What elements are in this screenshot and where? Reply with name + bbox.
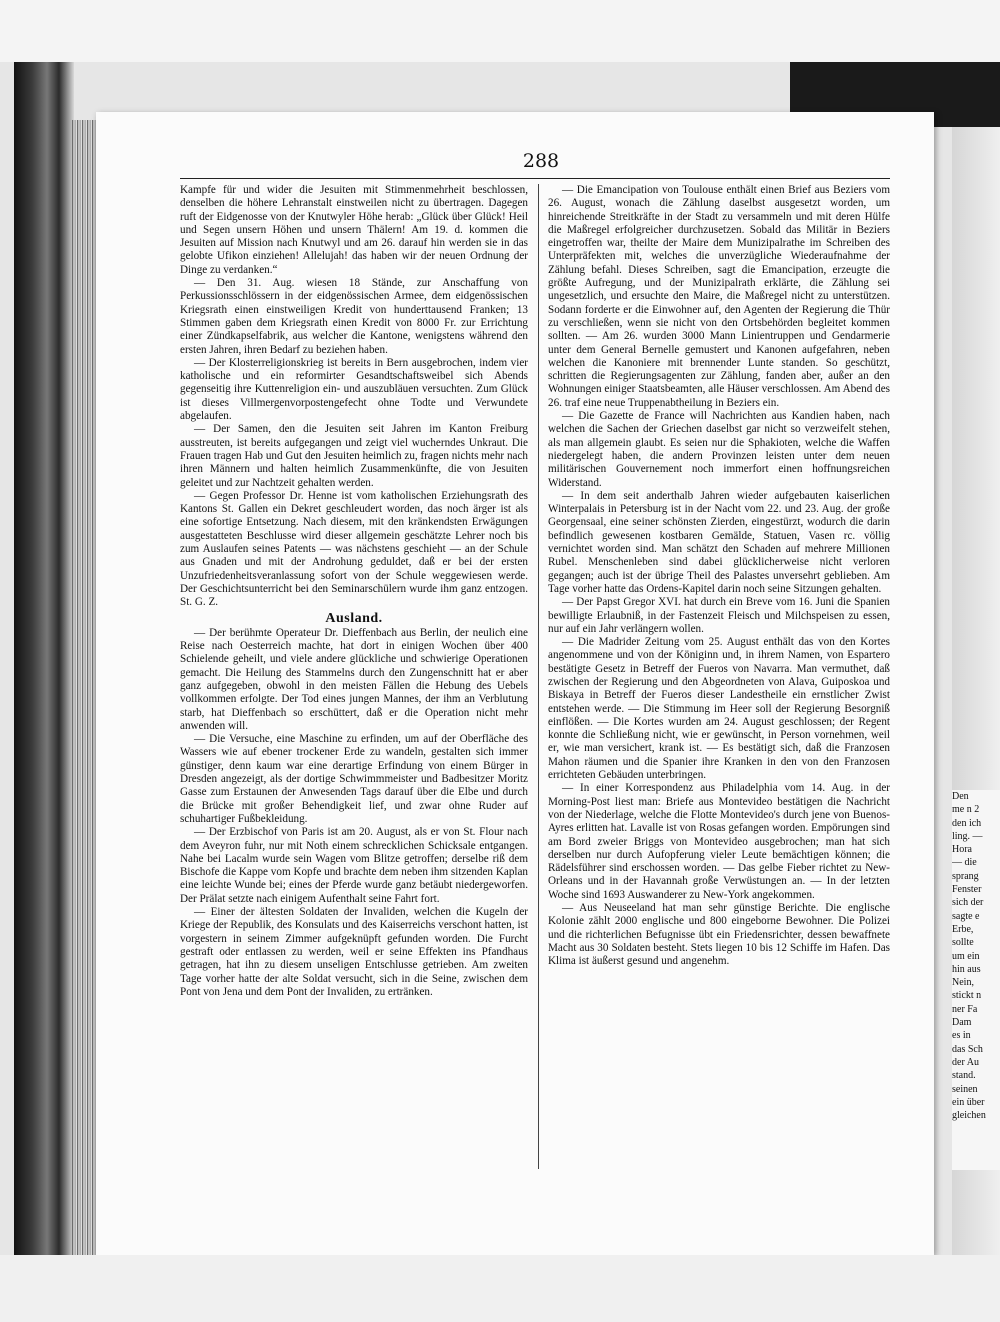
article-paragraph: — Den 31. Aug. wiesen 18 Stände, zur Anschaffung von Perkussionsschlössern in der eidgenössischen Armee, dem eidgenössischen Kriegsrath einen einstweiligen Kredit von hunderttausend Franken; 13 Stimmen gaben dem Kriegsrath einen Kredit von 8000 Fr. zur Errichtung einer Zündkapselfabrik, aus welcher die Kantone, wenigstens während den ersten Jahren, ihren Bedarf zu beziehen haben. [180, 277, 528, 356]
header-rule [180, 178, 890, 179]
article-paragraph: — Die Versuche, eine Maschine zu erfinden, um auf der Oberfläche des Wassers wie auf ebener trockener Erde zu wandeln, gestalten sich immer günstiger, denn kaum war eine derartige Erfindung von einem Bürger in Dresden angezeigt, als der dortige Schwimmmeister und Badbesitzer Moritz Gasse zum Erstaunen der Anwesenden Tags darauf über die Elbe und durch die Brücke mit großer Behendigkeit lief, und zwar ohne Ruder auf schuhartiger Fußbekleidung. [180, 733, 528, 825]
fragment-line: me n 2 [952, 804, 980, 816]
article-paragraph: — Der Erzbischof von Paris ist am 20. August, als er von St. Flour nach dem Aveyron fuhr, nur mit Noth einem schrecklichen Schicksale entgangen. Nahe bei Lacalm wurde sein Wagen vom Blitze getroffen; derselbe riß dem Bischofe die Kappe vom Kopfe und brachte dem neben ihm sitzenden Kaplan eine leichte Wunde bei; eines der Pferde wurde ganz betäubt niedergeworfen. Der Prälat setzte nach einigem Aufenthalt seine Fahrt fort. [180, 826, 528, 905]
book-spine-edge [14, 62, 74, 1255]
article-paragraph: Kampfe für und wider die Jesuiten mit Stimmenmehrheit beschlossen, denselben die höhere Lehranstalt einstweilen nicht zu übertragen. Dagegen ruft der Eidgenosse von der Knutwyler Höhe herab: „Glück über Glück! Heil und Segen unsern Höhen und unsern Thälern! Am 19. d. kommen die Jesuiten auf Mission nach Knutwyl und am 26. darauf hin werden sie in das gelobte Ufikon einziehen! Allelujah! das haben wir der neuen Ordnung der Dinge zu verdanken.“ [180, 184, 528, 276]
left-column [180, 184, 528, 1234]
article-paragraph: — Die Gazette de France will Nachrichten aus Kandien haben, nach welchen die Sachen der Griechen daselbst gar nicht so verzweifelt stehen, als man allgemein glaubt. Es seien nur die Sphakioten, welche die Waffen niedergelegt haben, die andern Provinzen leisten unter dem neuen militärischen Gouvernement noch immerfort einen hoffnungsreichen Widerstand. [548, 410, 890, 489]
article-paragraph: — In einer Korrespondenz aus Philadelphia vom 14. Aug. in der Morning-Post liest man: Briefe aus Montevideo bestätigen die Nachricht von der Niederlage, welche die Flotte Montevideo's durch jene von Buenos-Ayres erlitten hat. Lavalle ist von Rosas gefangen worden. Empörungen sind am Bord zweier Briggs von Montevideo ausgebrochen; man hat sich derselben nur durch Aufopferung vieler Leute bemächtigen können; die Rädelsführer sind erschossen worden. — Das gelbe Fieber richtet zu New-Orleans und in der Havannah große Verwüstungen an. — In der letzten Woche sind 1693 Auswanderer zu New-York angekommen. [548, 782, 890, 901]
fragment-line: Nein, [952, 977, 974, 989]
article-paragraph: — Der berühmte Operateur Dr. Dieffenbach aus Berlin, der neulich eine Reise nach Oesterreich machte, hat dort in einigen Wochen über 400 Schielende geheilt, und viele andere glückliche und schwierige Operationen gemacht. Die Heilung des Stammelns durch den Zungenschnitt hat er aber ganz aufgegeben, obwohl in den meisten Fällen die Hebung des Uebels vollkommen erfolgte. Der Tod eines jungen Mannes, der ihm an Verblutung starb, hat Dieffenbach so erschüttert, daß er die Operation nicht mehr anwenden will. [180, 626, 528, 732]
fragment-line: gleichen [952, 1110, 986, 1122]
article-paragraph: — Der Papst Gregor XVI. hat durch ein Breve vom 16. Juni die Spanien bewilligte Erlaubniß, in der Fastenzeit Fleisch und Milchspeisen zu essen, nur auf ein Jahr verlängern wollen. [548, 596, 890, 635]
page-number: 288 [522, 150, 560, 172]
scan-top-margin [0, 0, 1000, 62]
fragment-line: hin aus [952, 963, 981, 975]
fragment-line: stand. [952, 1070, 976, 1082]
fragment-line: ner Fa [952, 1003, 978, 1015]
fragment-line: Den [952, 791, 969, 802]
fragment-line: sich der [952, 897, 984, 909]
fragment-line: um ein [952, 950, 980, 962]
fragment-line: — die [952, 857, 977, 869]
section-heading: Ausland. [325, 610, 383, 626]
fragment-line: ein über [952, 1096, 985, 1108]
article-paragraph: — Einer der ältesten Soldaten der Invaliden, welchen die Kugeln der Kriege der Republik, des Konsulats und des Kaiserreichs verschont hatten, ist vorgestern in seinem Zimmer aufgeknüpft gefunden worden. Die Furcht gestraft oder entlassen zu werden, weil er seine Effekten ins Pfandhaus getragen, hat ihn zu diesem unseligen Entschlusse getrieben. Am zweiten Tage vorher hatte der alte Soldat versucht, sich in die Seine, zwischen dem Pont von Jena und dem Pont der Invaliden, zu ertränken. [180, 906, 528, 998]
fragment-line: das Sch [952, 1043, 983, 1055]
fragment-line: seinen [952, 1083, 978, 1095]
scan-bottom-margin [0, 1255, 1000, 1322]
fragment-line: ling. — [952, 830, 983, 842]
article-paragraph: — Der Samen, den die Jesuiten seit Jahren im Kanton Freiburg ausstreuten, ist bereits aufgegangen und zeigt viel wucherndes Unkraut. Die Frauen tragen Hab und Gut den Jesuiten heimlich zu, fragen nichts mehr nach ihren Männern und halten heimlich Zusammenkünfte, die von Jesuiten geleitet und zur Nachtzeit gehalten werden. [180, 423, 528, 489]
fragment-line: den ich [952, 817, 982, 829]
facing-page-fragment [952, 790, 1000, 1170]
fragment-line: Dam [952, 1017, 972, 1029]
article-paragraph: — Die Madrider Zeitung vom 25. August enthält das von den Kortes angenommene und von der Königinn und, in ihrem Namen, von Espartero bestätigte Gesetz in Betreff der Fueros von Navarra. Man vermuthet, daß zwischen der Regierung und den Abgeordneten von Alava, Guiposkoa und Biskaya in Betreff der Fueros dieser Landestheile ein ernstlicher Zwist entstehen werde. — Die Stimmung im Heer soll der Regierung Besorgniß einflößen. — Die Kortes wurden am 24. August geschlossen; der Regent konnte die Schließung nicht, wie er gewünscht, in Person vornehmen, weil er, wie man versichert, krank ist. — Es bestätigt sich, daß die Franzosen Mahon räumen und die Spanier ihre Kranken in den von den Franzosen errichteten Gebäuden unterbringen. [548, 636, 890, 782]
fragment-line: Erbe, [952, 923, 974, 935]
page-edges-stack [72, 120, 96, 1255]
article-paragraph: — Die Emancipation von Toulouse enthält einen Brief aus Beziers vom 26. August, wonach die Zählung daselbst ausgesetzt worden, um hinreichende Streitkräfte in der Stadt zu versammeln und mit deren Hülfe die Maßregel erfolgreicher durchzusetzen. Sobald das Militär in Beziers eingetroffen war, theilte der Maire dem Munizipalrathe im Schreiben des Unterpräfekten mit, welches die unverzügliche Wiederaufnahme der Zählung befahl. Dieses Schreiben, sagt die Emancipation, erzeugte die größte Aufregung, und der Munizipalrath erklärte, die Zählung sei ungesetzlich, und ersuchte den Maire, die Maßregel nicht zu unterstützen. Sodann forderte er die Einwohner auf, den Agenten der Regierung die Thür zu verschließen, wenn sie nicht von den Ortsbehörden begleitet kommen sollten. — Am 26. wurden 3000 Mann Linientruppen und Gendarmerie unter dem General Bernelle gemustert und Kanonen aufgefahren, neben welchen die Kanoniere mit brennender Lunte standen. So geschützt, schritten die Regierungsagenten zur Zählung, fanden aber, außer an den Wohnungen einiger Staatsbeamten, alle Häuser verschlossen. Am Abend des 26. traf eine neue Truppenabtheilung in Beziers ein. [548, 184, 890, 409]
article-paragraph: — Der Klosterreligionskrieg ist bereits in Bern ausgebrochen, indem vier katholische und ein reformirter Gesandtschaftsweibel sich Abends gegenseitig ihre Kuttenreligion ein- und auszubläuen versuchten. Zum Glück ist dieses Villmergenvorpostengefecht ohne Todte und Verwundete abgelaufen. [180, 356, 528, 423]
fragment-line: Hora [952, 844, 972, 856]
article-paragraph: — Aus Neuseeland hat man sehr günstige Berichte. Die englische Kolonie zählt 2000 englische und 800 eingeborne Bewohner. Die Polizei und die richterlichen Befugnisse übt ein Friedensrichter, dessen bewaffnete Macht aus 30 Soldaten besteht. Stets liegen 10 bis 12 Schiffe im Hafen. Das Klima ist äußerst gesund und angenehm. [548, 902, 890, 968]
fragment-line: Fenster [952, 884, 982, 896]
article-paragraph: — Gegen Professor Dr. Henne ist vom katholischen Erziehungsrath des Kantons St. Gallen ein Dekret geschleudert worden, das noch ärger ist als eine sofortige Entsetzung. Nach diesem, mit den kränkendsten Erwägungen ausgestatteten Beschlusse wird dieser allgemein geschätzte Lehrer noch bis zum Auslaufen seines Patents — was nächstens geschieht — an der Schule aus Gnaden und mit der Androhung geduldet, daß er bei der ersten Unzufriedenheitsveranlassung sofort von der Schule weggewiesen werde. Der Geschichtsunterricht bei den Seminarschülern wurde ihm ganz entzogen. St. G. Z. [180, 489, 528, 609]
fragment-line: es in [952, 1030, 971, 1042]
fragment-line: stickt n [952, 990, 982, 1002]
fragment-line: der Au [952, 1056, 979, 1068]
article-paragraph: — In dem seit anderthalb Jahren wieder aufgebauten kaiserlichen Winterpalais in Petersburg ist in der Nacht vom 22. und 23. Aug. der große Georgensaal, eine seiner schönsten Zierden, eingestürzt, wodurch die darin befindlich gewesenen kostbaren Gemälde, Statuen, Vasen rc. völlig vernichtet worden sind. Man schätzt den Schaden auf mehrere Millionen Rubel. Menschenleben sind dabei glücklicherweise nicht verloren gegangen; auch ist der übrige Theil des Palastes unversehrt geblieben. Am Tage vorher hatte das Ordens-Kapitel darin noch seine Sitzungen gehalten. [548, 489, 890, 595]
column-divider [538, 184, 539, 1169]
fragment-line: sollte [952, 937, 974, 949]
fragment-line: sagte e [952, 910, 980, 922]
fragment-line: sprang [952, 870, 979, 882]
right-column [548, 184, 890, 1074]
